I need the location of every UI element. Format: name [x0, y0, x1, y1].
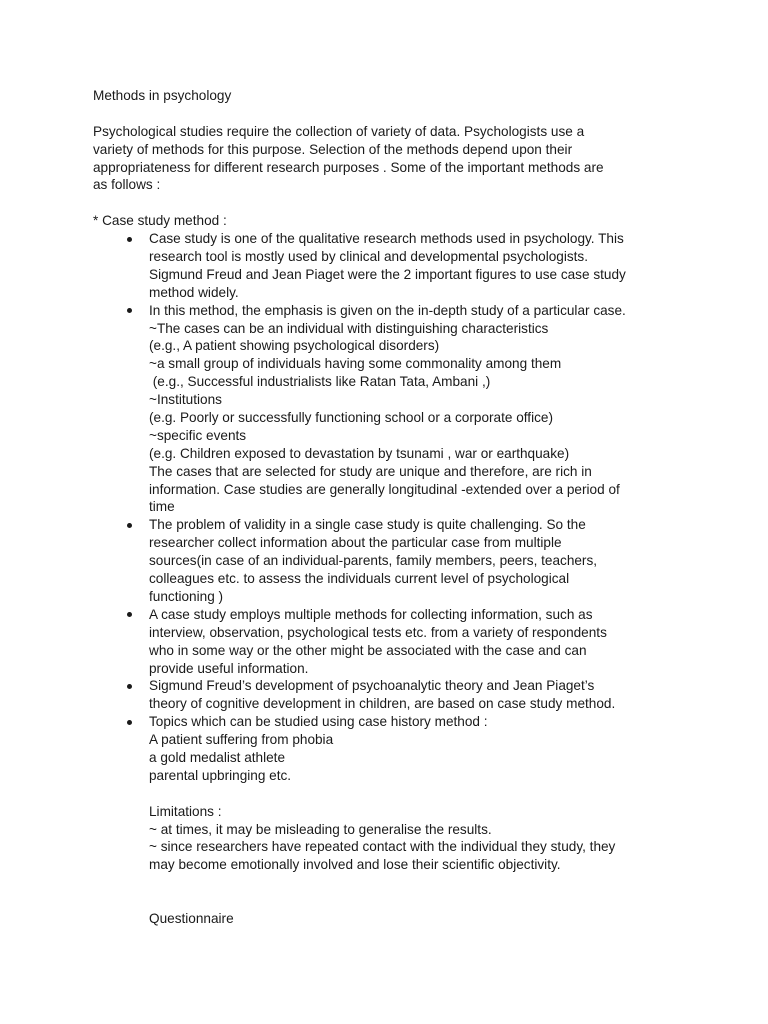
intro-line: Psychological studies require the collection of variety of data. Psychologists use a [93, 123, 585, 139]
case-study-bullet-list [93, 230, 693, 785]
bullet-line: Sigmund Freud and Jean Piaget were the 2 important figures to use case study [149, 266, 626, 282]
case-study-heading: * Case study method : [93, 213, 227, 229]
bullet-item-theories [93, 677, 693, 713]
bullet-icon [127, 516, 137, 534]
bullet-line: ~Institutions [149, 392, 222, 408]
bullet-line: The cases that are selected for study are unique and therefore, are rich in [149, 463, 592, 479]
bullet-icon [127, 713, 137, 731]
questionnaire-section [93, 910, 693, 928]
bullet-line: a gold medalist athlete [149, 749, 286, 765]
bullet-line: research tool is mostly used by clinical and developmental psychologists. [149, 249, 588, 265]
bullet-line: functioning ) [149, 588, 224, 604]
spacer [93, 194, 693, 212]
bullet-line: researcher collect information about the particular case from multiple [149, 535, 562, 551]
bullet-line: who in some way or the other might be associated with the case and can [149, 642, 587, 658]
bullet-line: A patient suffering from phobia [149, 732, 334, 748]
limitation-line: ~ since researchers have repeated contact with the individual they study, they [149, 839, 616, 855]
document-page [93, 87, 693, 928]
bullet-icon [127, 606, 137, 624]
bullet-line: Topics which can be studied using case history method : [149, 714, 488, 730]
intro-line: appropriateness for different research purposes . Some of the important methods are [93, 159, 604, 175]
bullet-line: (e.g., Successful industrialists like Ratan Tata, Ambani ,) [149, 374, 491, 390]
limitations-section [93, 803, 693, 875]
bullet-line: theory of cognitive development in children, are based on case study method. [149, 696, 616, 712]
limitation-line: ~ at times, it may be misleading to generalise the results. [149, 821, 492, 837]
bullet-line: time [149, 499, 175, 515]
questionnaire-heading: Questionnaire [149, 910, 234, 926]
bullet-line: ~specific events [149, 427, 247, 443]
bullet-line: colleagues etc. to assess the individuals current level of psychological [149, 571, 570, 587]
spacer [93, 785, 693, 803]
spacer [93, 874, 693, 910]
bullet-line: A case study employs multiple methods for collecting information, such as [149, 606, 593, 622]
bullet-line: sources(in case of an individual-parents, family members, peers, teachers, [149, 553, 598, 569]
bullet-line: Case study is one of the qualitative research methods used in psychology. This [149, 231, 624, 247]
bullet-icon [127, 230, 137, 248]
bullet-line: In this method, the emphasis is given on the in-depth study of a particular case. [149, 302, 626, 318]
bullet-line: parental upbringing etc. [149, 767, 292, 783]
intro-line: as follows : [93, 177, 161, 193]
bullet-line: The problem of validity in a single case study is quite challenging. So the [149, 517, 586, 533]
limitations-heading: Limitations : [149, 803, 222, 819]
bullet-line: provide useful information. [149, 660, 309, 676]
bullet-line: ~a small group of individuals having some commonality among them [149, 356, 562, 372]
intro-paragraph [93, 123, 693, 195]
bullet-line: (e.g., A patient showing psychological disorders) [149, 338, 440, 354]
bullet-line: method widely. [149, 284, 239, 300]
spacer [93, 105, 693, 123]
bullet-line: interview, observation, psychological tests etc. from a variety of respondents [149, 624, 607, 640]
bullet-item-multiple-methods [93, 606, 693, 678]
bullet-line: (e.g. Children exposed to devastation by tsunami , war or earthquake) [149, 445, 570, 461]
bullet-item-validity [93, 516, 693, 605]
bullet-icon [127, 677, 137, 695]
bullet-line: Sigmund Freud’s development of psychoanalytic theory and Jean Piaget’s [149, 678, 595, 694]
bullet-line: ~The cases can be an individual with distinguishing characteristics [149, 320, 549, 336]
limitation-line: may become emotionally involved and lose their scientific objectivity. [149, 857, 561, 873]
bullet-item-emphasis [93, 302, 693, 517]
document-title: Methods in psychology [93, 88, 232, 103]
bullet-item-topics [93, 713, 693, 785]
intro-line: variety of methods for this purpose. Selection of the methods depend upon their [93, 141, 573, 157]
bullet-icon [127, 302, 137, 320]
bullet-line: information. Case studies are generally longitudinal -extended over a period of [149, 481, 620, 497]
bullet-item-definition [93, 230, 693, 302]
bullet-line: (e.g. Poorly or successfully functioning school or a corporate office) [149, 410, 553, 426]
